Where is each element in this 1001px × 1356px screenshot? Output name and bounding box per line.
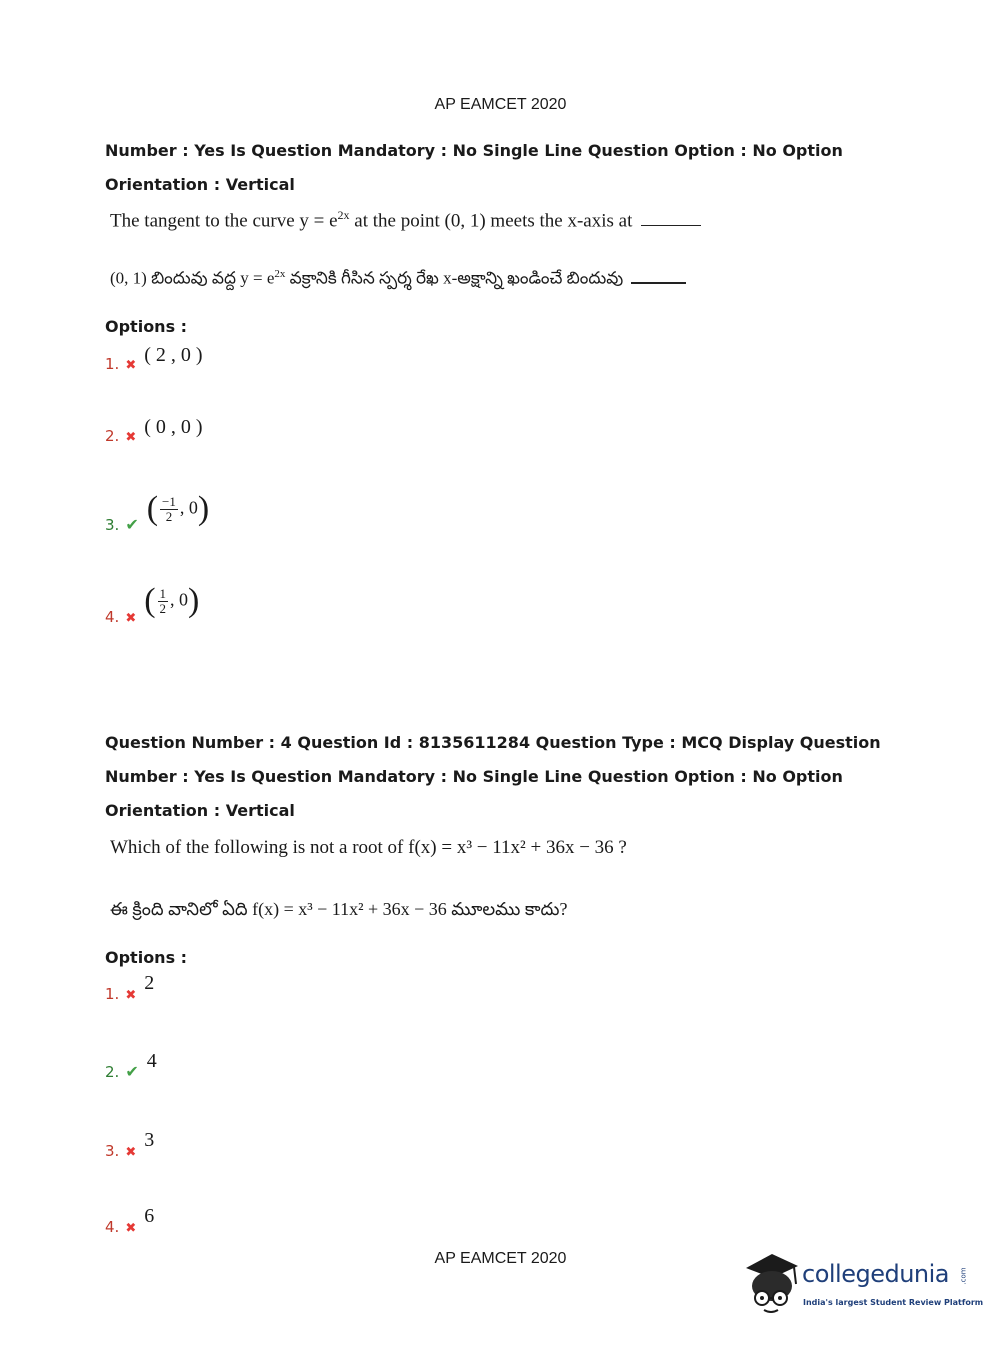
collegedunia-logo xyxy=(742,1250,984,1320)
option-number: 3. xyxy=(105,1142,120,1160)
option-item[interactable] xyxy=(105,1205,155,1236)
open-paren: ( xyxy=(146,490,159,527)
option-number: 3. xyxy=(105,516,120,534)
cross-icon: ✖ xyxy=(125,430,137,445)
check-icon: ✔ xyxy=(125,515,139,534)
fraction-numerator: 1 xyxy=(159,585,167,601)
option-value: ( 0 , 0 ) xyxy=(144,416,203,438)
open-paren: ( xyxy=(144,582,156,619)
option-number: 2. xyxy=(105,427,120,445)
question-text-telugu: ఈ క్రింది వానిలో ఏది f(x) = x³ − 11x² + 36x − 36 మూలము కాదు? xyxy=(110,899,568,919)
option-item[interactable] xyxy=(105,416,203,445)
check-icon: ✔ xyxy=(125,1062,139,1081)
option-value xyxy=(147,490,210,528)
answer-blank xyxy=(641,225,701,226)
options-label: Options : xyxy=(105,317,188,336)
option-number: 4. xyxy=(105,1218,120,1236)
option-number: 1. xyxy=(105,355,120,373)
close-paren: ) xyxy=(188,582,200,619)
cross-icon: ✖ xyxy=(125,1145,137,1160)
option-tail: , 0 xyxy=(170,589,189,610)
option-value: 3 xyxy=(144,1129,155,1151)
question-text-part: at the point (0, 1) meets the x-axis at xyxy=(349,210,633,232)
option-item[interactable] xyxy=(105,972,155,1003)
options-label: Options : xyxy=(105,948,188,967)
exponent: 2x xyxy=(274,268,286,280)
option-item[interactable] xyxy=(105,582,200,626)
exponent: 2x xyxy=(337,208,350,222)
question-meta-line: Number : Yes Is Question Mandatory : No Single Line Question Option : No Option xyxy=(105,141,843,160)
fraction xyxy=(158,587,169,616)
question-text-part: The tangent to the curve y = e xyxy=(110,210,338,232)
question-meta-line: Orientation : Vertical xyxy=(105,801,295,820)
question-text-english xyxy=(110,208,701,232)
fraction xyxy=(160,495,178,524)
fraction-numerator: −1 xyxy=(162,493,176,509)
question-meta-line: Question Number : 4 Question Id : 8135611284 Question Type : MCQ Display Question xyxy=(105,733,881,752)
option-value: 6 xyxy=(144,1205,155,1227)
cross-icon: ✖ xyxy=(125,358,137,373)
option-item[interactable] xyxy=(105,490,210,534)
cross-icon: ✖ xyxy=(125,1221,137,1236)
option-item[interactable] xyxy=(105,1050,157,1081)
question-text-part: (0, 1) బిందువు వద్ద y = e xyxy=(110,268,275,288)
option-value: ( 2 , 0 ) xyxy=(144,344,203,366)
answer-blank xyxy=(631,282,686,284)
option-number: 2. xyxy=(105,1063,120,1081)
page-footer: AP EAMCET 2020 xyxy=(434,1250,567,1267)
question-text-english: Which of the following is not a root of f(x) = x³ − 11x² + 36x − 36 ? xyxy=(110,837,627,858)
question-text-part: వక్రానికి గీసిన స్పర్శ రేఖ x-అక్షాన్ని ఖండించే బిందువు xyxy=(285,268,624,288)
option-tail: , 0 xyxy=(179,497,198,518)
brand-name: collegedunia xyxy=(802,1260,950,1288)
option-item[interactable] xyxy=(105,1129,155,1160)
cross-icon: ✖ xyxy=(125,611,137,626)
option-item[interactable] xyxy=(105,344,203,373)
question-meta-line: Number : Yes Is Question Mandatory : No Single Line Question Option : No Option xyxy=(105,767,843,786)
fraction-denominator: 2 xyxy=(165,508,173,524)
brand-suffix: .com xyxy=(959,1267,968,1285)
close-paren: ) xyxy=(197,490,210,527)
page-header: AP EAMCET 2020 xyxy=(434,96,567,113)
option-number: 1. xyxy=(105,985,120,1003)
brand-tagline: India's largest Student Review Platform xyxy=(803,1298,984,1307)
option-value: 4 xyxy=(146,1050,157,1072)
option-number: 4. xyxy=(105,608,120,626)
option-value xyxy=(144,582,199,620)
question-meta-line: Orientation : Vertical xyxy=(105,175,295,194)
option-value: 2 xyxy=(144,972,155,994)
cross-icon: ✖ xyxy=(125,988,137,1003)
mascot-icon xyxy=(742,1250,802,1316)
fraction-denominator: 2 xyxy=(159,600,167,616)
question-text-telugu xyxy=(110,268,686,293)
